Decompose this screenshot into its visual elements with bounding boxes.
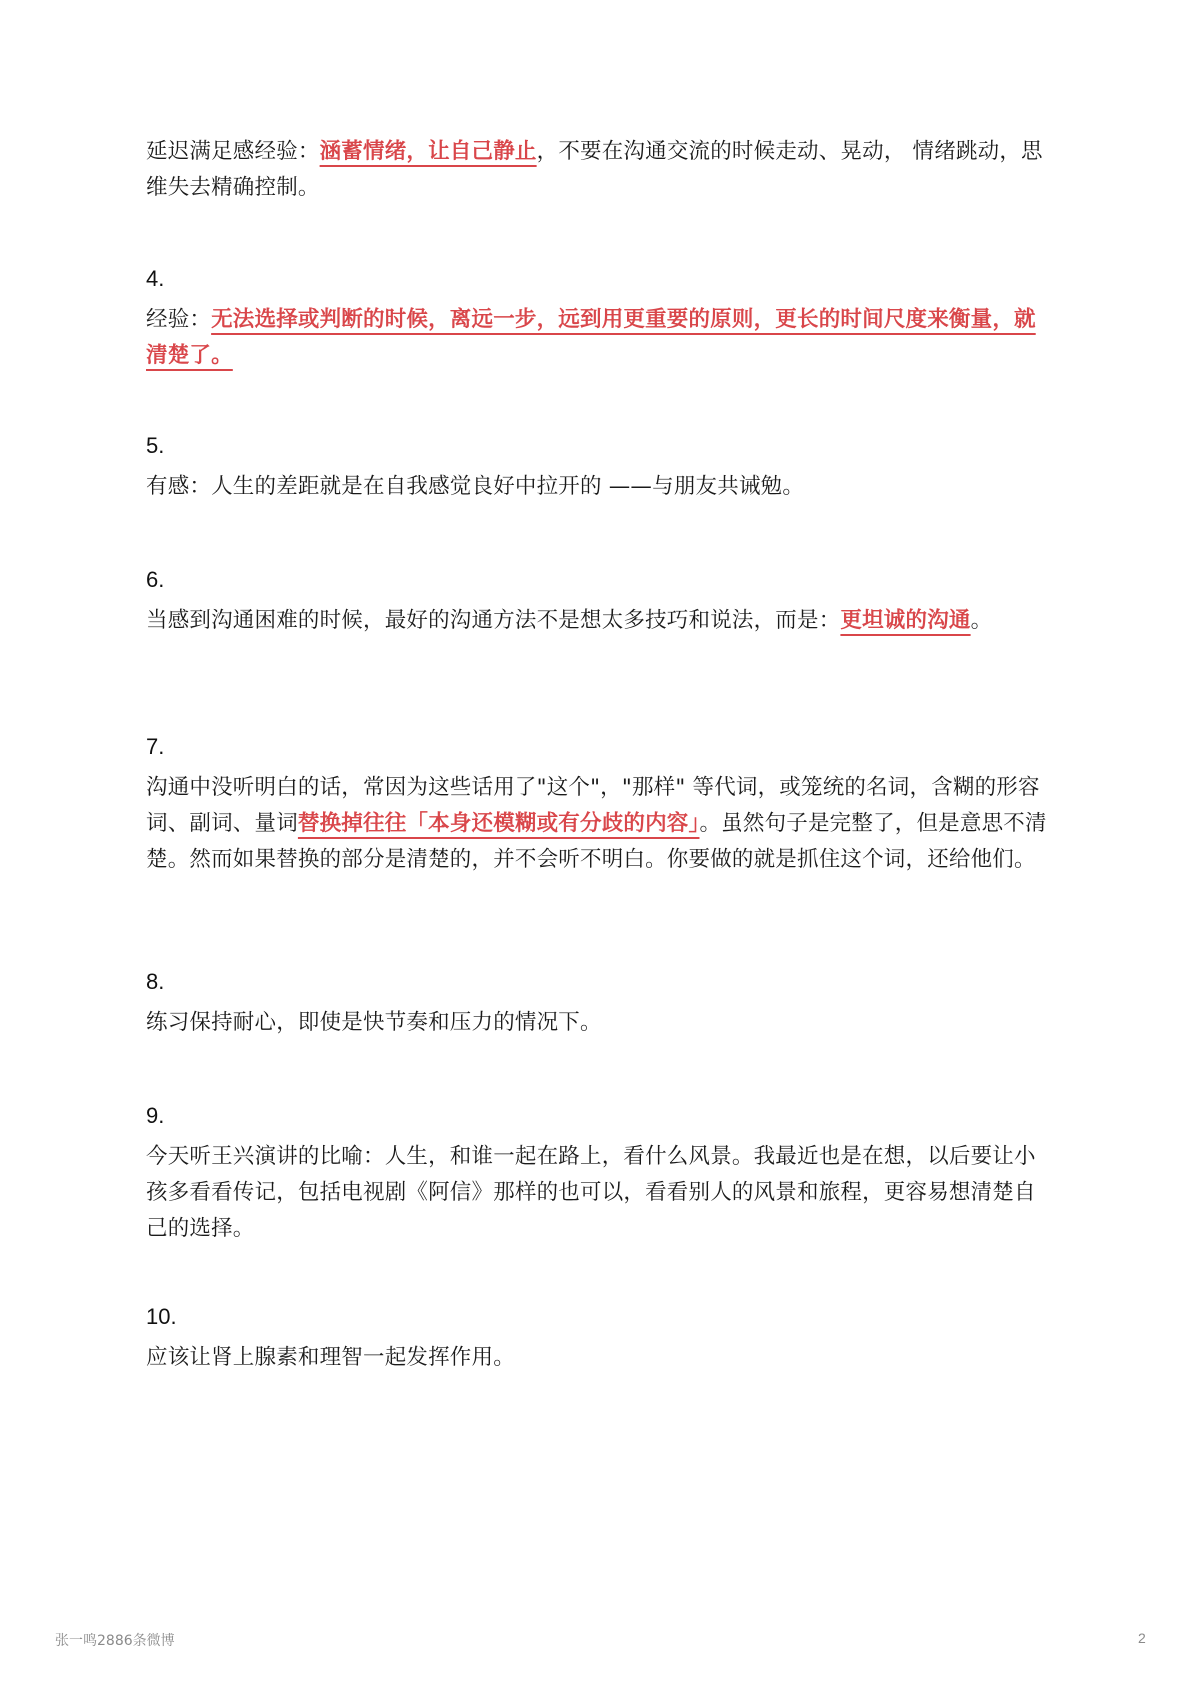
section-10-body [146,1340,1051,1376]
section-4-body [146,302,1051,374]
text-run: 当感到沟通困难的时候，最好的沟通方法不是想太多技巧和说法，而是： [146,608,841,633]
highlighted-text: 涵蓄情绪，让自己静止 [319,139,537,164]
paragraph [146,302,1051,374]
text-run: 。 [970,608,993,633]
section-3-continuation [146,134,1051,206]
section-5-body [146,469,1051,505]
text-run: 应该让肾上腺素和理智一起发挥作用。 [146,1345,515,1370]
paragraph [146,1005,1051,1041]
highlighted-text: 更坦诚的沟通 [840,608,971,633]
text-run: 有感：人生的差距就是在自我感觉良好中拉开的 ——与朋友共诫勉。 [146,474,805,499]
section-6 [146,565,1051,595]
section-4 [146,264,1051,294]
highlighted-text: 替换掉往往「本身还模糊或有分歧的内容」 [297,811,700,836]
section-5 [146,431,1051,461]
footer-source: 张一鸣2886条微博 [55,1633,175,1649]
text-run: 经验： [146,307,212,332]
paragraph [146,1139,1051,1247]
section-10 [146,1302,1051,1332]
section-number: 7. [146,734,165,759]
section-number: 9. [146,1103,165,1128]
section-7 [146,732,1051,762]
text-run: 。虽然句子是完整了，但是意思不清楚。然而如果替换的部分是清楚的，并不会听不明白。你要做的就是抓住这个词，还给他们。 [146,811,1047,872]
paragraph [146,603,1051,639]
section-number: 5. [146,433,165,458]
text-run: 沟通中没听明白的话，常因为这些话用了"这个"，"那样" 等代词，或笼统的名词，含糊的形容词、副词、量词 [146,775,1040,836]
paragraph [146,469,1051,505]
section-9-body [146,1139,1051,1247]
text-run: ，不要在沟通交流的时候走动、晃动， 情绪跳动，思维失去精确控制。 [146,139,1043,200]
section-9 [146,1101,1051,1131]
text-run: 今天听王兴演讲的比喻：人生，和谁一起在路上，看什么风景。我最近也是在想，以后要让小孩多看看传记，包括电视剧《阿信》那样的也可以，看看别人的风景和旅程，更容易想清楚自己的选择。 [146,1144,1036,1241]
paragraph [146,134,1051,206]
highlighted-text: 无法选择或判断的时候，离远一步，远到用更重要的原则，更长的时间尺度来衡量，就清楚了。 [146,307,1036,368]
section-8 [146,967,1051,997]
section-6-body [146,603,1051,639]
paragraph [146,1340,1051,1376]
section-7-body [146,770,1051,878]
text-run: 延迟满足感经验： [146,139,320,164]
section-number: 6. [146,567,165,592]
section-8-body [146,1005,1051,1041]
section-number: 4. [146,266,165,291]
text-run: 练习保持耐心，即使是快节奏和压力的情况下。 [146,1010,602,1035]
page-number: 2 [1138,1630,1146,1646]
paragraph [146,770,1051,878]
section-number: 10. [146,1304,177,1329]
section-number: 8. [146,969,165,994]
